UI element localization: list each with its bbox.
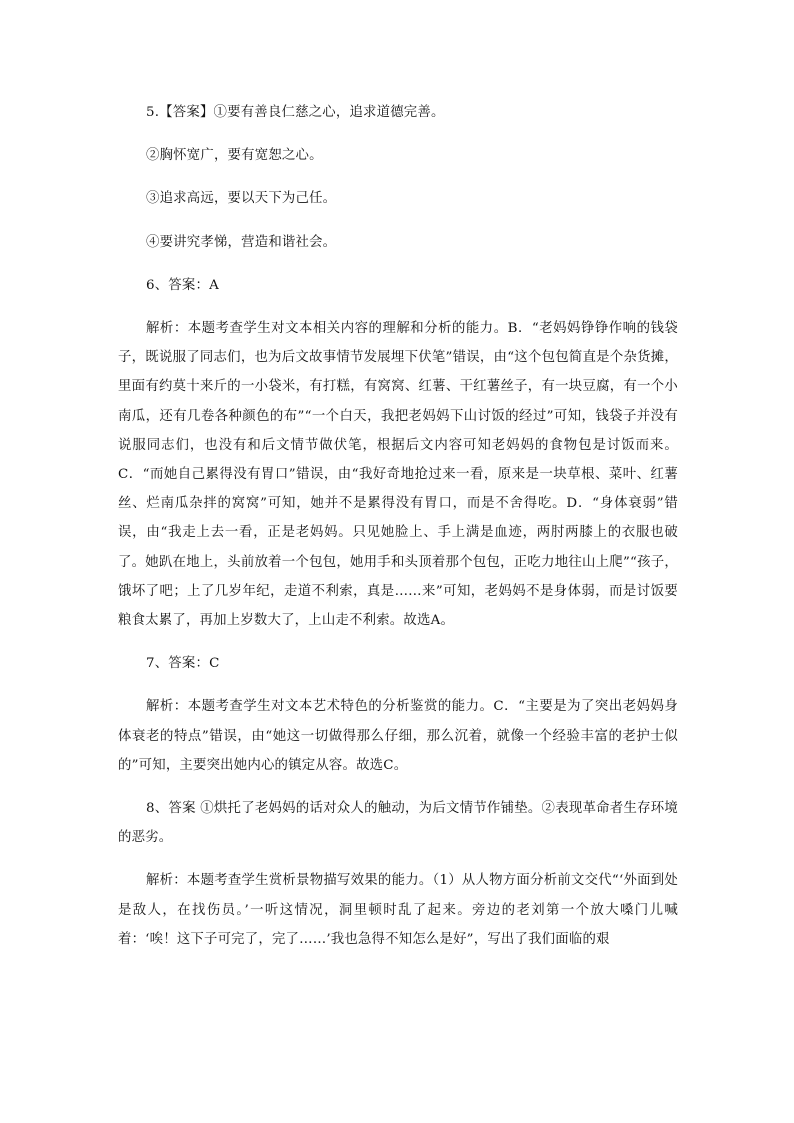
document-body	[118, 98, 678, 968]
answer-8-heading: 8、答案 ①烘托了老妈妈的话对众人的触动，为后文情节作铺垫。②表现革命者生存环境的恶劣。	[118, 801, 678, 846]
answer-7-analysis: 解析：本题考查学生对文本艺术特色的分析鉴赏的能力。C．“主要是为了突出老妈妈身体衰老的特点”错误，由“她这一切做得那么仔细，那么沉着，就像一个经验丰富的老护士似的”可知，主要突出她内心的镇定从容。故选C。	[118, 699, 678, 773]
answer-5-line-4: ④要讲究孝悌，营造和谐社会。	[146, 234, 337, 250]
answer-8-analysis: 解析：本题考查学生赏析景物描写效果的能力。（1）从人物方面分析前文交代“‘外面到处是敌人，在找伤员。’一听这情况，洞里顿时乱了起来。旁边的老刘第一个放大嗓门儿喊着：‘唉！这下子可完了，完了……’我也急得不知怎么是好”，写出了我们面临的艰	[118, 873, 678, 947]
answer-5-line-2: ②胸怀宽广，要有宽恕之心。	[146, 148, 323, 164]
answer-5-line-1: 5.【答案】①要有善良仁慈之心，追求道德完善。	[146, 105, 445, 120]
answer-7-heading: 7、答案：C	[146, 656, 220, 672]
answer-5-line-3: ③追求高远，要以天下为己任。	[146, 191, 337, 207]
answer-6-analysis: 解析：本题考查学生对文本相关内容的理解和分析的能力。B．“老妈妈铮铮作响的钱袋子，既说服了同志们，也为后文故事情节发展埋下伏笔”错误，由“这个包包简直是个杂货摊，里面有约莫十来斤的一小袋米，有打糕，有窝窝、红薯、干红薯丝子，有一块豆腐，有一个小南瓜，还有几卷各种颜色的布”“一个白天，我把老妈妈下山讨饭的经过”可知，钱袋子并没有说服同志们，也没有和后文情节做伏笔，根据后文内容可知老妈妈的食物包是讨饭而来。C．“而她自己累得没有胃口”错误，由“我好奇地抢过来一看，原来是一块草根、菜叶、红薯丝、烂南瓜杂拌的窝窝”可知，她并不是累得没有胃口，而是不舍得吃。D．“身体衰弱”错误，由“我走上去一看，正是老妈妈。只见她脸上、手上满是血迹，两肘两膝上的衣服也破了。她趴在地上，头前放着一个包包，她用手和头顶着那个包包，正吃力地往山上爬”“孩子，饿坏了吧；上了几岁年纪，走道不利索，真是……来”可知，老妈妈不是身体弱，而是讨饭要粮食太累了，再加上岁数大了，上山走不利索。故选A。	[118, 321, 678, 629]
answer-6-heading: 6、答案：A	[146, 277, 219, 293]
